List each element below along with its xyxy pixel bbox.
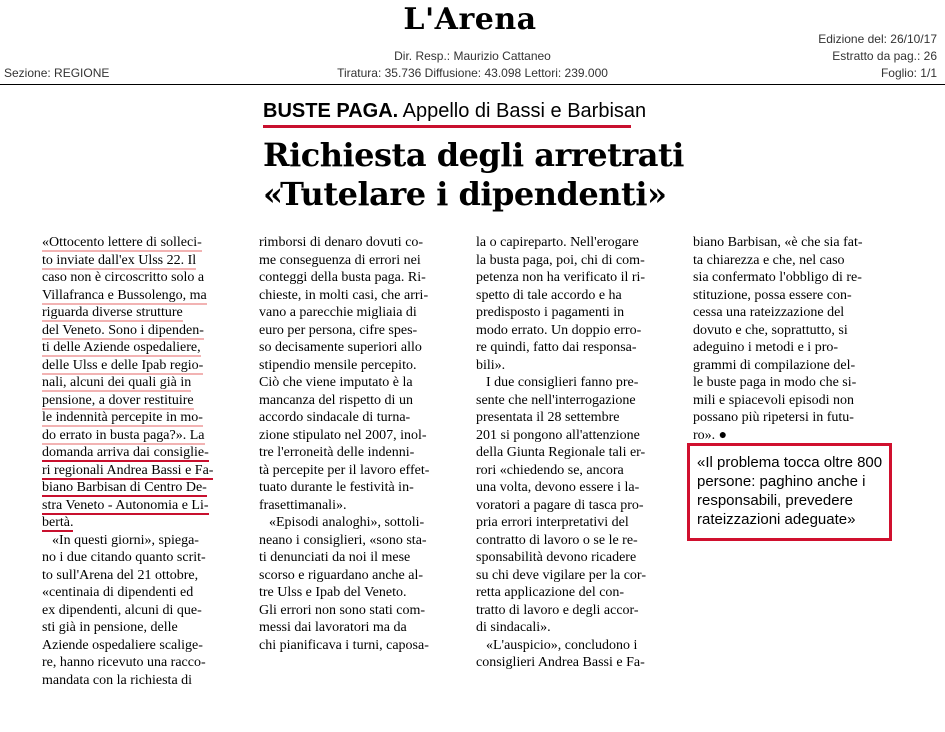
- article-line: tà percepite per il lavoro effet-: [259, 462, 430, 478]
- article-line: «Episodi analoghi», sottoli-: [269, 515, 425, 530]
- article-line: del Veneto. Sono i dipenden-: [42, 322, 204, 338]
- headline-line-1: Richiesta degli arretrati: [263, 136, 684, 174]
- article-line: possano più ripetersi in futu-: [693, 410, 854, 425]
- article-line: tuato durante le festività in-: [259, 480, 414, 495]
- article-line: una volta, devono essere i la-: [476, 480, 640, 495]
- director-line: Dir. Resp.: Maurizio Cattaneo: [394, 49, 551, 63]
- article-line: bertà.: [42, 515, 74, 530]
- article-line: stipendio mensile percepito.: [259, 357, 417, 373]
- article-column-3: [476, 234, 672, 672]
- article-line: ro». ●: [693, 427, 728, 443]
- article-line: spetto di tale accordo e ha: [476, 287, 622, 303]
- article-line: riguarda diverse strutture: [42, 305, 183, 320]
- circulation-line: Tiratura: 35.736 Diffusione: 43.098 Lettori: 239.000: [337, 66, 608, 80]
- article-line: modo errato. Un doppio erro-: [476, 322, 642, 338]
- kicker-text: Appello di Bassi e Barbisan: [402, 100, 647, 122]
- article-line: cessa una rateizzazione del: [693, 305, 845, 320]
- article-line: petenza non ha verificato il ri-: [476, 270, 646, 285]
- article-column-4: [693, 234, 889, 444]
- article-line: vano a parecchie migliaia di: [259, 305, 417, 320]
- article-line: re quindi, fatto dai responsa-: [476, 340, 637, 355]
- article-line: messi dai lavoratori ma da: [259, 620, 407, 635]
- article-line: dovuto e che, soprattutto, si: [693, 322, 848, 338]
- article-line: pensione, a dover restituire: [42, 392, 194, 408]
- article-line: to inviate dall'ex Ulss 22. Il: [42, 252, 197, 268]
- article-line: Villafranca e Bussolengo, ma: [42, 287, 207, 303]
- article-line: presentata il 28 settembre: [476, 410, 620, 425]
- edition-date: Edizione del: 26/10/17: [818, 32, 937, 46]
- article-line: ti delle Aziende ospedaliere,: [42, 340, 201, 355]
- article-line: consiglieri Andrea Bassi e Fa-: [476, 655, 645, 670]
- article-line: ex dipendenti, alcuni di que-: [42, 602, 202, 618]
- article-line: chieste, in molti casi, che arri-: [259, 287, 429, 303]
- article-line: sente che nell'interrogazione: [476, 392, 636, 408]
- article-line: mili e spiacevoli episodi non: [693, 392, 854, 408]
- article-line: bili».: [476, 357, 506, 373]
- article-line: voratori a pagare di tasca pro-: [476, 497, 644, 513]
- article-line: la busta paga, poi, chi di com-: [476, 252, 645, 268]
- article-line: 201 si pongono all'attenzione: [476, 427, 640, 443]
- article-line: «In questi giorni», spiega-: [52, 532, 199, 548]
- article-line: scorso e riguardano anche al-: [259, 567, 424, 583]
- article-line: pria errori interpretativi del: [476, 515, 629, 530]
- article-line: delle Ulss e delle Ipab regio-: [42, 357, 204, 373]
- article-line: domanda arriva dai consiglie-: [42, 445, 209, 460]
- article-line: frasettimanali».: [259, 497, 347, 513]
- newspaper-logo: L'Arena: [403, 2, 537, 37]
- article-line: la o capireparto. Nell'erogare: [476, 235, 639, 250]
- article-line: mancanza del rispetto di un: [259, 392, 413, 408]
- article-kicker: [263, 100, 646, 123]
- article-line: «centinaia di dipendenti ed: [42, 585, 194, 600]
- article-line: re, hanno ricevuto una racco-: [42, 655, 206, 670]
- headline-line-2: «Tutelare i dipendenti»: [263, 175, 667, 213]
- article-line: le indennità percepite in mo-: [42, 410, 203, 425]
- extract-page: Estratto da pag.: 26: [832, 49, 937, 63]
- article-line: ri regionali Andrea Bassi e Fa-: [42, 462, 214, 478]
- article-line: Gli errori non sono stati com-: [259, 602, 426, 618]
- article-line: di sindacali».: [476, 620, 551, 635]
- article-line: accordo sindacale di turna-: [259, 410, 411, 425]
- article-line: ti denunciati da noi il mese: [259, 550, 411, 565]
- article-line: mandata con la richiesta di: [42, 672, 193, 688]
- article-line: adeguino i metodi e i pro-: [693, 340, 839, 355]
- article-line: retta applicazione del con-: [476, 585, 625, 600]
- article-column-2: [259, 234, 455, 654]
- article-line: le buste paga in modo che si-: [693, 375, 857, 390]
- article-line: tre l'erroneità delle indenni-: [259, 445, 415, 460]
- article-line: stra Veneto - Autonomia e Li-: [42, 497, 209, 513]
- article-line: rimborsi di denaro dovuti co-: [259, 235, 424, 250]
- article-line: sti già in pensione, delle: [42, 620, 178, 635]
- article-line: conteggi della busta paga. Ri-: [259, 270, 426, 285]
- article-line: nali, alcuni dei quali già in: [42, 375, 192, 390]
- article-line: grammi di compilazione del-: [693, 357, 856, 373]
- article-line: caso non è circoscritto solo a: [42, 270, 205, 285]
- article-line: sia confermato l'obbligo di re-: [693, 270, 862, 285]
- article-line: do errato in busta paga?». La: [42, 427, 205, 443]
- article-line: chi pianificava i turni, caposa-: [259, 637, 429, 653]
- article-line: tratto di lavoro e degli accor-: [476, 602, 639, 618]
- article-line: Aziende ospedaliere scalige-: [42, 637, 203, 653]
- article-line: «L'auspicio», concludono i: [486, 637, 638, 653]
- article-line: tre Ulss e Ipab del Veneto.: [259, 585, 407, 600]
- kicker-bold: BUSTE PAGA.: [263, 100, 399, 122]
- article-line: biano Barbisan, «è che sia fat-: [693, 235, 863, 250]
- article-line: rori «chiedendo se, ancora: [476, 462, 624, 478]
- sheet-number: Foglio: 1/1: [880, 66, 937, 80]
- kicker-underline: [263, 125, 631, 128]
- article-line: biano Barbisan di Centro De-: [42, 480, 207, 495]
- header-rule: [0, 84, 945, 85]
- pullquote-text: «Il problema tocca oltre 800 persone: paghino anche i responsabili, prevedere rateizzazioni adeguate»: [697, 454, 883, 528]
- article-line: to sull'Arena del 21 ottobre,: [42, 567, 199, 583]
- article-line: zione stipulato nel 2007, inol-: [259, 427, 427, 443]
- article-column-1: [42, 234, 238, 689]
- article-line: stituzione, possa essere con-: [693, 287, 852, 303]
- article-line: me conseguenza di errori nei: [259, 252, 421, 268]
- article-line: so decisamente superiori allo: [259, 340, 422, 355]
- article-line: neano i consiglieri, «sono sta-: [259, 532, 427, 548]
- article-line: Ciò che viene imputato è la: [259, 375, 413, 390]
- section-label: Sezione: REGIONE: [4, 66, 110, 80]
- article-line: predisposto i pagamenti in: [476, 305, 625, 320]
- article-line: sponsabilità devono ricadere: [476, 550, 637, 565]
- article-line: I due consiglieri fanno pre-: [486, 375, 639, 390]
- article-line: della Giunta Regionale tali er-: [476, 445, 646, 460]
- article-line: su chi deve vigilare per la cor-: [476, 567, 646, 583]
- article-line: no i due citando quanto scrit-: [42, 550, 206, 565]
- article-line: euro per persona, cifre spes-: [259, 322, 418, 338]
- article-line: «Ottocento lettere di solleci-: [42, 235, 202, 250]
- article-line: ta chiarezza e che, nel caso: [693, 252, 845, 268]
- article-line: contratto di lavoro o se le re-: [476, 532, 638, 548]
